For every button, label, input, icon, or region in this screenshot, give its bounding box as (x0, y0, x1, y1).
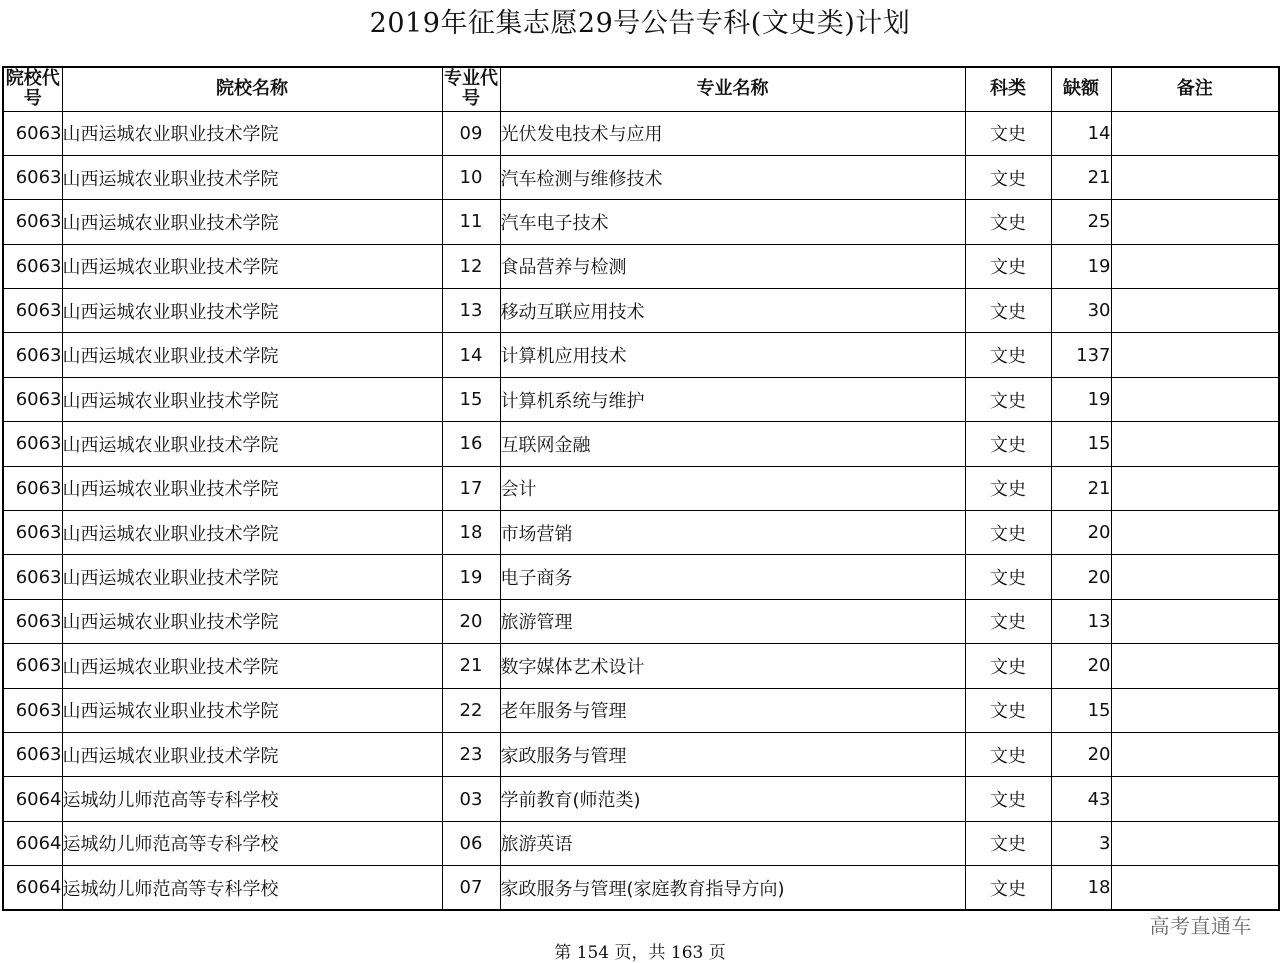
cell-school-code: 6063 (3, 155, 62, 199)
cell-school-code: 6063 (3, 555, 62, 599)
header-vacancy: 缺额 (1051, 67, 1111, 111)
cell-major-code: 13 (442, 289, 500, 333)
cell-remarks (1111, 644, 1279, 688)
cell-school-name: 运城幼儿师范高等专科学校 (62, 866, 442, 910)
cell-school-name: 山西运城农业职业技术学院 (62, 111, 442, 155)
cell-major-code: 15 (442, 377, 500, 421)
table-row (3, 333, 1279, 377)
header-category: 科类 (965, 67, 1051, 111)
cell-major-code: 16 (442, 422, 500, 466)
header-school-name: 院校名称 (62, 67, 442, 111)
cell-category: 文史 (965, 200, 1051, 244)
cell-school-name: 山西运城农业职业技术学院 (62, 244, 442, 288)
cell-remarks (1111, 111, 1279, 155)
cell-major-code: 06 (442, 821, 500, 865)
cell-school-code: 6063 (3, 688, 62, 732)
cell-school-code: 6064 (3, 821, 62, 865)
table-row (3, 732, 1279, 776)
cell-category: 文史 (965, 599, 1051, 643)
cell-vacancy: 20 (1051, 732, 1111, 776)
table-row (3, 688, 1279, 732)
cell-major-name: 学前教育(师范类) (500, 777, 965, 821)
cell-major-code: 14 (442, 333, 500, 377)
table-row (3, 599, 1279, 643)
cell-school-name: 山西运城农业职业技术学院 (62, 466, 442, 510)
cell-school-code: 6063 (3, 111, 62, 155)
cell-major-name: 家政服务与管理 (500, 732, 965, 776)
cell-major-name: 互联网金融 (500, 422, 965, 466)
cell-vacancy: 19 (1051, 244, 1111, 288)
cell-major-code: 22 (442, 688, 500, 732)
table-row (3, 155, 1279, 199)
table-row (3, 511, 1279, 555)
cell-major-name: 旅游英语 (500, 821, 965, 865)
cell-vacancy: 30 (1051, 289, 1111, 333)
cell-vacancy: 18 (1051, 866, 1111, 910)
cell-remarks (1111, 599, 1279, 643)
cell-category: 文史 (965, 866, 1051, 910)
cell-vacancy: 20 (1051, 555, 1111, 599)
table-row (3, 555, 1279, 599)
cell-vacancy: 15 (1051, 422, 1111, 466)
cell-major-name: 移动互联应用技术 (500, 289, 965, 333)
cell-remarks (1111, 866, 1279, 910)
cell-remarks (1111, 777, 1279, 821)
cell-school-name: 山西运城农业职业技术学院 (62, 555, 442, 599)
cell-school-name: 山西运城农业职业技术学院 (62, 422, 442, 466)
cell-school-code: 6063 (3, 599, 62, 643)
cell-remarks (1111, 377, 1279, 421)
cell-major-code: 23 (442, 732, 500, 776)
cell-major-code: 07 (442, 866, 500, 910)
table-row (3, 866, 1279, 910)
cell-school-code: 6063 (3, 244, 62, 288)
cell-major-code: 03 (442, 777, 500, 821)
cell-major-name: 计算机系统与维护 (500, 377, 965, 421)
cell-school-code: 6063 (3, 732, 62, 776)
cell-school-name: 山西运城农业职业技术学院 (62, 289, 442, 333)
cell-vacancy: 13 (1051, 599, 1111, 643)
table-row (3, 111, 1279, 155)
cell-remarks (1111, 200, 1279, 244)
cell-major-name: 市场营销 (500, 511, 965, 555)
cell-school-code: 6064 (3, 866, 62, 910)
cell-vacancy: 20 (1051, 644, 1111, 688)
cell-major-name: 汽车检测与维修技术 (500, 155, 965, 199)
cell-major-code: 17 (442, 466, 500, 510)
cell-vacancy: 19 (1051, 377, 1111, 421)
cell-vacancy: 15 (1051, 688, 1111, 732)
page-title: 2019年征集志愿29号公告专科(文史类)计划 (369, 8, 911, 39)
cell-vacancy: 14 (1051, 111, 1111, 155)
table-row (3, 289, 1279, 333)
cell-major-code: 19 (442, 555, 500, 599)
cell-school-name: 山西运城农业职业技术学院 (62, 732, 442, 776)
cell-school-code: 6063 (3, 377, 62, 421)
cell-category: 文史 (965, 422, 1051, 466)
cell-school-code: 6063 (3, 511, 62, 555)
cell-category: 文史 (965, 511, 1051, 555)
table-header-row (3, 67, 1279, 111)
table-row (3, 377, 1279, 421)
cell-vacancy: 43 (1051, 777, 1111, 821)
cell-remarks (1111, 821, 1279, 865)
cell-school-code: 6063 (3, 200, 62, 244)
table-row (3, 466, 1279, 510)
cell-major-code: 18 (442, 511, 500, 555)
cell-category: 文史 (965, 777, 1051, 821)
header-school-code: 院校代号 (3, 67, 62, 111)
table-row (3, 777, 1279, 821)
table-body (3, 111, 1279, 910)
cell-major-code: 20 (442, 599, 500, 643)
cell-remarks (1111, 155, 1279, 199)
cell-category: 文史 (965, 155, 1051, 199)
cell-school-code: 6063 (3, 466, 62, 510)
cell-school-code: 6063 (3, 289, 62, 333)
header-major-name: 专业名称 (500, 67, 965, 111)
cell-category: 文史 (965, 466, 1051, 510)
cell-major-code: 10 (442, 155, 500, 199)
cell-remarks (1111, 511, 1279, 555)
table-row (3, 821, 1279, 865)
cell-vacancy: 3 (1051, 821, 1111, 865)
cell-vacancy: 21 (1051, 155, 1111, 199)
cell-remarks (1111, 466, 1279, 510)
cell-major-name: 旅游管理 (500, 599, 965, 643)
cell-school-name: 山西运城农业职业技术学院 (62, 644, 442, 688)
cell-school-code: 6063 (3, 333, 62, 377)
cell-category: 文史 (965, 111, 1051, 155)
cell-category: 文史 (965, 289, 1051, 333)
cell-school-name: 山西运城农业职业技术学院 (62, 688, 442, 732)
header-remarks: 备注 (1111, 67, 1279, 111)
cell-school-name: 运城幼儿师范高等专科学校 (62, 777, 442, 821)
cell-major-code: 21 (442, 644, 500, 688)
cell-vacancy: 20 (1051, 511, 1111, 555)
cell-major-name: 会计 (500, 466, 965, 510)
cell-school-name: 运城幼儿师范高等专科学校 (62, 821, 442, 865)
cell-major-name: 光伏发电技术与应用 (500, 111, 965, 155)
cell-major-name: 计算机应用技术 (500, 333, 965, 377)
enrollment-plan-table (2, 66, 1280, 911)
cell-major-name: 数字媒体艺术设计 (500, 644, 965, 688)
page-footer: 第 154 页，共 163 页 (554, 943, 726, 963)
cell-school-name: 山西运城农业职业技术学院 (62, 377, 442, 421)
cell-remarks (1111, 732, 1279, 776)
watermark: 高考直通车 (1149, 914, 1252, 938)
cell-major-name: 食品营养与检测 (500, 244, 965, 288)
cell-major-name: 电子商务 (500, 555, 965, 599)
cell-category: 文史 (965, 377, 1051, 421)
cell-school-name: 山西运城农业职业技术学院 (62, 599, 442, 643)
table-row (3, 422, 1279, 466)
cell-school-code: 6064 (3, 777, 62, 821)
cell-remarks (1111, 289, 1279, 333)
cell-remarks (1111, 555, 1279, 599)
cell-remarks (1111, 422, 1279, 466)
cell-remarks (1111, 688, 1279, 732)
cell-school-name: 山西运城农业职业技术学院 (62, 333, 442, 377)
cell-category: 文史 (965, 333, 1051, 377)
table-row (3, 244, 1279, 288)
cell-school-name: 山西运城农业职业技术学院 (62, 511, 442, 555)
header-major-code: 专业代号 (444, 68, 498, 110)
cell-school-name: 山西运城农业职业技术学院 (62, 200, 442, 244)
cell-school-name: 山西运城农业职业技术学院 (62, 155, 442, 199)
cell-major-code: 11 (442, 200, 500, 244)
cell-major-name: 老年服务与管理 (500, 688, 965, 732)
cell-major-name: 汽车电子技术 (500, 200, 965, 244)
cell-category: 文史 (965, 555, 1051, 599)
cell-category: 文史 (965, 732, 1051, 776)
cell-remarks (1111, 244, 1279, 288)
cell-school-code: 6063 (3, 422, 62, 466)
cell-category: 文史 (965, 821, 1051, 865)
cell-category: 文史 (965, 644, 1051, 688)
cell-major-name: 家政服务与管理(家庭教育指导方向) (500, 866, 965, 910)
cell-major-code: 12 (442, 244, 500, 288)
cell-category: 文史 (965, 244, 1051, 288)
table-row (3, 200, 1279, 244)
table-row (3, 644, 1279, 688)
cell-remarks (1111, 333, 1279, 377)
cell-vacancy: 25 (1051, 200, 1111, 244)
cell-category: 文史 (965, 688, 1051, 732)
cell-vacancy: 137 (1051, 333, 1111, 377)
cell-major-code: 09 (442, 111, 500, 155)
cell-vacancy: 21 (1051, 466, 1111, 510)
cell-school-code: 6063 (3, 644, 62, 688)
